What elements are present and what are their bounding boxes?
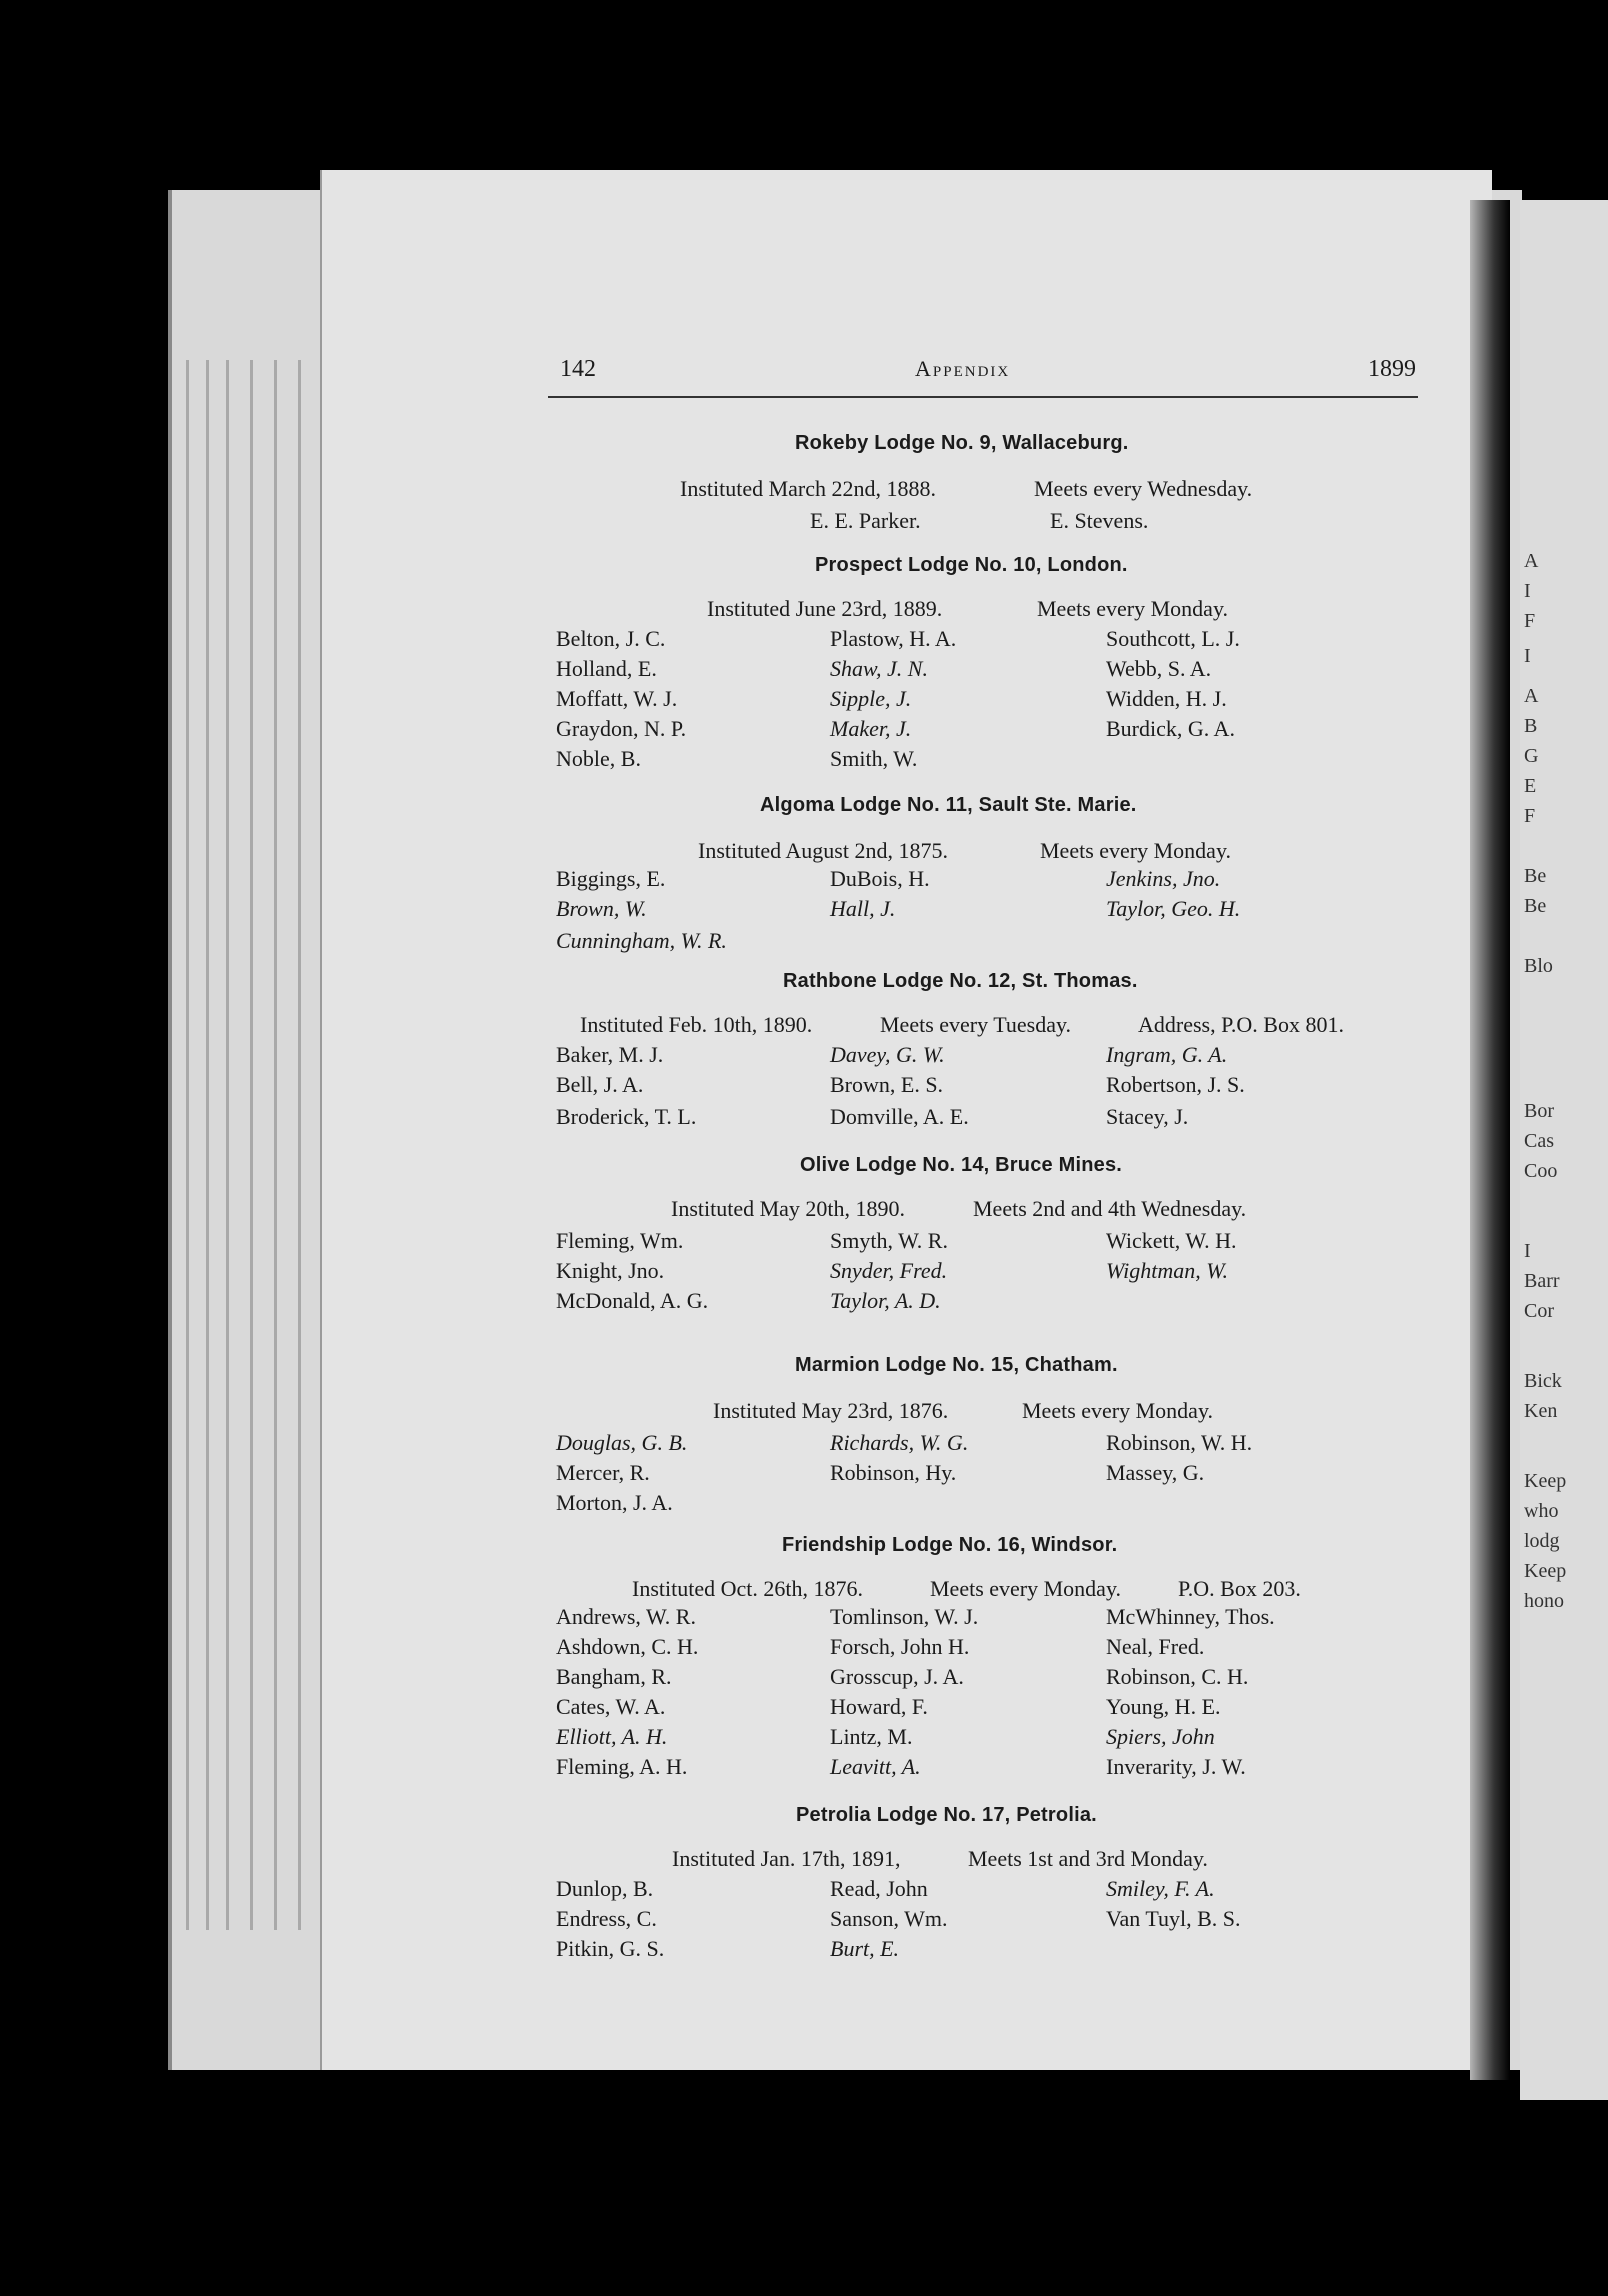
member-name: Webb, S. A. [1106,656,1212,681]
member-name: Fleming, A. H. [556,1754,688,1779]
member-name: Bell, J. A. [556,1072,644,1097]
page-number: 142 [560,356,596,382]
member-name: Domville, A. E. [830,1104,969,1129]
member-name: Spiers, John [1106,1724,1215,1749]
meeting-schedule: Meets every Monday. [1022,1398,1214,1423]
lodge-officer: E. E. Parker. [810,508,921,533]
facing-page-fragment: I [1524,580,1531,602]
member-name: Shaw, J. N. [830,656,928,681]
member-name: Noble, B. [556,746,641,771]
member-name: Young, H. E. [1106,1694,1221,1719]
lodge-address: Address, P.O. Box 801. [1138,1012,1344,1037]
meeting-schedule: Meets every Monday. [930,1576,1122,1601]
member-name: Leavitt, A. [830,1754,921,1779]
member-name: Elliott, A. H. [556,1724,668,1749]
member-name: Robinson, W. H. [1106,1430,1253,1455]
member-name: Grosscup, J. A. [830,1664,964,1689]
member-name: Holland, E. [556,656,657,681]
member-name: Lintz, M. [830,1724,913,1749]
member-name: Douglas, G. B. [556,1430,688,1455]
member-name: Tomlinson, W. J. [830,1604,979,1629]
lodge-title: Rokeby Lodge No. 9, Wallaceburg. [795,432,1129,454]
meeting-schedule: Meets every Wednesday. [1034,476,1253,501]
member-name: Cates, W. A. [556,1694,666,1719]
facing-page-fragment: Cor [1524,1300,1554,1322]
member-name: Pitkin, G. S. [556,1936,665,1961]
instituted-date: Instituted June 23rd, 1889. [707,596,943,621]
facing-page-fragment: Bor [1524,1100,1554,1122]
member-name: Snyder, Fred. [830,1258,948,1283]
facing-page-fragment: E [1524,775,1537,797]
member-name: Endress, C. [556,1906,657,1931]
lodge-title: Prospect Lodge No. 10, London. [815,554,1128,576]
member-name: Graydon, N. P. [556,716,687,741]
member-name: Mercer, R. [556,1460,650,1485]
facing-page [1520,200,1608,2100]
meeting-schedule: Meets 2nd and 4th Wednesday. [973,1196,1247,1221]
member-name: Moffatt, W. J. [556,686,678,711]
member-name: Sanson, Wm. [830,1906,948,1931]
facing-page-fragment: Cas [1524,1130,1554,1152]
member-name: DuBois, H. [830,866,930,891]
facing-page-fragment: B [1524,715,1538,737]
facing-page-fragment: lodg [1524,1530,1560,1552]
lodge-title: Algoma Lodge No. 11, Sault Ste. Marie. [760,794,1137,816]
meeting-schedule: Meets every Monday. [1037,596,1229,621]
member-name: Sipple, J. [830,686,912,711]
instituted-date: Instituted Feb. 10th, 1890. [580,1012,813,1037]
facing-page-fragment: I [1524,645,1531,667]
member-name: Southcott, L. J. [1106,626,1240,651]
facing-page-fragment: Keep [1524,1470,1567,1492]
member-name: Robertson, J. S. [1106,1072,1245,1097]
member-name: Robinson, Hy. [830,1460,957,1485]
member-name: Robinson, C. H. [1106,1664,1249,1689]
member-name: Massey, G. [1106,1460,1205,1485]
meeting-schedule: Meets every Monday. [1040,838,1232,863]
member-name: Smiley, F. A. [1106,1876,1215,1901]
member-name: Ashdown, C. H. [556,1634,699,1659]
member-name: Brown, E. S. [830,1072,944,1097]
member-name: Davey, G. W. [830,1042,945,1067]
meeting-schedule: Meets every Tuesday. [880,1012,1072,1037]
facing-page-fragment: who [1524,1500,1559,1522]
member-name: McWhinney, Thos. [1106,1604,1275,1629]
running-header [560,356,1416,396]
member-name: Smyth, W. R. [830,1228,948,1253]
facing-page-fragment: F [1524,610,1536,632]
lodge-title: Rathbone Lodge No. 12, St. Thomas. [783,970,1138,992]
member-name: Belton, J. C. [556,626,666,651]
member-name: Burt, E. [830,1936,900,1961]
member-name: Widden, H. J. [1106,686,1227,711]
facing-page-fragment: A [1524,550,1539,572]
instituted-date: Instituted Jan. 17th, 1891, [672,1846,901,1871]
member-name: Bangham, R. [556,1664,672,1689]
facing-page-fragment: Be [1524,865,1547,887]
member-name: Jenkins, Jno. [1106,866,1221,891]
member-name: Inverarity, J. W. [1106,1754,1246,1779]
instituted-date: Instituted May 20th, 1890. [671,1196,906,1221]
member-name: Forsch, John H. [830,1634,970,1659]
lodge-address: P.O. Box 203. [1178,1576,1301,1601]
facing-page-fragment: Keep [1524,1560,1567,1582]
member-name: Plastow, H. A. [830,626,957,651]
member-name: Taylor, Geo. H. [1106,896,1241,921]
lodge-title: Marmion Lodge No. 15, Chatham. [795,1354,1118,1376]
member-name: Van Tuyl, B. S. [1106,1906,1241,1931]
facing-page-fragment: G [1524,745,1539,767]
member-name: Cunningham, W. R. [556,928,727,953]
facing-page-fragment: hono [1524,1590,1564,1612]
facing-page-fragment: F [1524,805,1536,827]
facing-page-fragment: Ken [1524,1400,1558,1422]
member-name: Smith, W. [830,746,918,771]
member-name: Howard, F. [830,1694,928,1719]
lodge-title: Friendship Lodge No. 16, Windsor. [782,1534,1118,1556]
lodge-title: Petrolia Lodge No. 17, Petrolia. [796,1804,1097,1826]
member-name: Richards, W. G. [830,1430,969,1455]
member-name: Broderick, T. L. [556,1104,697,1129]
member-name: Taylor, A. D. [830,1288,941,1313]
instituted-date: Instituted March 22nd, 1888. [680,476,937,501]
member-name: Baker, M. J. [556,1042,664,1067]
member-name: Read, John [830,1876,928,1901]
facing-page-fragment: Barr [1524,1270,1560,1292]
member-name: Biggings, E. [556,866,666,891]
facing-page-fragment: A [1524,685,1539,707]
member-name: Neal, Fred. [1106,1634,1205,1659]
instituted-date: Instituted Oct. 26th, 1876. [632,1576,863,1601]
lodge-title: Olive Lodge No. 14, Bruce Mines. [800,1154,1123,1176]
instituted-date: Instituted August 2nd, 1875. [698,838,948,863]
facing-page-fragment: Bick [1524,1370,1562,1392]
member-name: Maker, J. [830,716,912,741]
meeting-schedule: Meets 1st and 3rd Monday. [968,1846,1208,1871]
facing-page-fragment: Blo [1524,955,1553,977]
lodge-officer: E. Stevens. [1050,508,1149,533]
member-name: Ingram, G. A. [1106,1042,1228,1067]
member-name: Stacey, J. [1106,1104,1189,1129]
member-name: McDonald, A. G. [556,1288,709,1313]
instituted-date: Instituted May 23rd, 1876. [713,1398,949,1423]
member-name: Brown, W. [556,896,647,921]
year: 1899 [1368,356,1416,382]
member-name: Hall, J. [830,896,896,921]
section-title: Appendix [915,356,1011,381]
member-name: Wickett, W. H. [1106,1228,1237,1253]
header-rule [548,396,1418,398]
member-name: Wightman, W. [1106,1258,1229,1283]
facing-page-fragment: I [1524,1240,1531,1262]
facing-page-fragment: Coo [1524,1160,1558,1182]
member-name: Burdick, G. A. [1106,716,1235,741]
member-name: Andrews, W. R. [556,1604,696,1629]
member-name: Dunlop, B. [556,1876,654,1901]
book-gutter [1470,200,1510,2080]
member-name: Morton, J. A. [556,1490,673,1515]
facing-page-fragment: Be [1524,895,1547,917]
member-name: Knight, Jno. [556,1258,665,1283]
member-name: Fleming, Wm. [556,1228,684,1253]
